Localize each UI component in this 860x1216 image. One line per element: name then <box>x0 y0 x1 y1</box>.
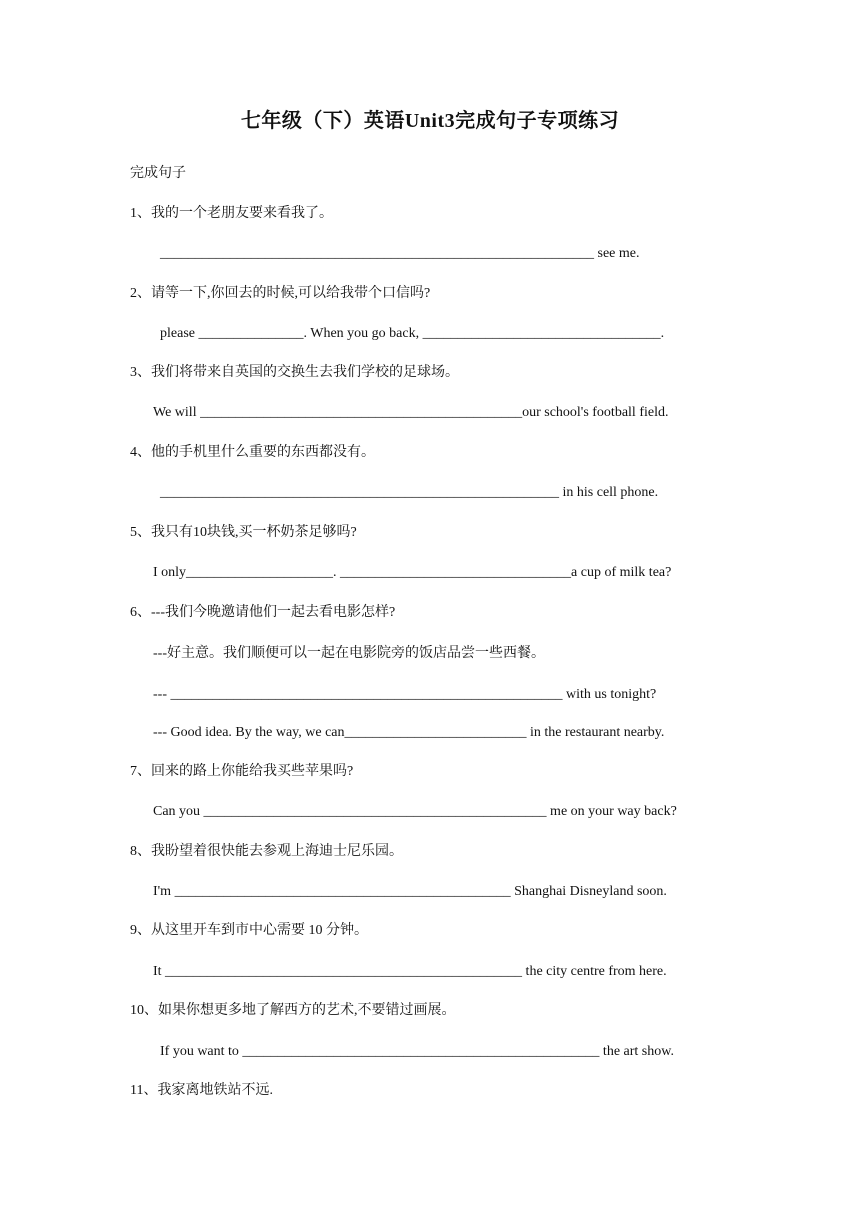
question-9: 9、从这里开车到市中心需要 10 分钟。 <box>130 923 368 938</box>
answer-line-2: please _______________. When you go back, __________________________________. <box>160 326 665 341</box>
question-3: 3、我们将带来自英国的交换生去我们学校的足球场。 <box>130 365 459 380</box>
answer-line-3: We will ______________________________________________our school's football field. <box>153 405 669 420</box>
answer-line-5: I only_____________________. _________________________________a cup of milk tea? <box>153 565 672 580</box>
question-2: 2、请等一下,你回去的时候,可以给我带个口信吗? <box>130 286 431 301</box>
question-6: 6、---我们今晚邀请他们一起去看电影怎样? <box>130 605 396 620</box>
question-10: 10、如果你想更多地了解西方的艺术,不要错过画展。 <box>130 1003 456 1018</box>
answer-line-6a: --- ________________________________________________________ with us tonight? <box>153 687 657 702</box>
page-title: 七年级（下）英语Unit3完成句子专项练习 <box>240 110 620 132</box>
answer-line-8: I'm ________________________________________________ Shanghai Disneyland soon. <box>153 884 667 899</box>
answer-line-9: It ___________________________________________________ the city centre from here. <box>153 964 667 979</box>
question-1: 1、我的一个老朋友要来看我了。 <box>130 206 333 221</box>
question-11: 11、我家离地铁站不远. <box>130 1083 273 1098</box>
answer-line-7: Can you _________________________________________________ me on your way back? <box>153 804 677 819</box>
question-8: 8、我盼望着很快能去参观上海迪士尼乐园。 <box>130 844 403 859</box>
question-4: 4、他的手机里什么重要的东西都没有。 <box>130 445 375 460</box>
answer-line-6b: --- Good idea. By the way, we can__________________________ in the restaurant nearby. <box>153 725 665 740</box>
question-5: 5、我只有10块钱,买一杯奶茶足够吗? <box>130 525 357 540</box>
section-heading: 完成句子 <box>130 165 186 181</box>
answer-line-10: If you want to ___________________________________________________ the art show. <box>160 1044 674 1059</box>
dialogue-line-6: ---好主意。我们顺便可以一起在电影院旁的饭店品尝一些西餐。 <box>153 646 545 661</box>
answer-line-4: _________________________________________________________ in his cell phone. <box>160 485 659 500</box>
question-7: 7、回来的路上你能给我买些苹果吗? <box>130 764 354 779</box>
answer-line-1: ______________________________________________________________ see me. <box>160 246 640 261</box>
